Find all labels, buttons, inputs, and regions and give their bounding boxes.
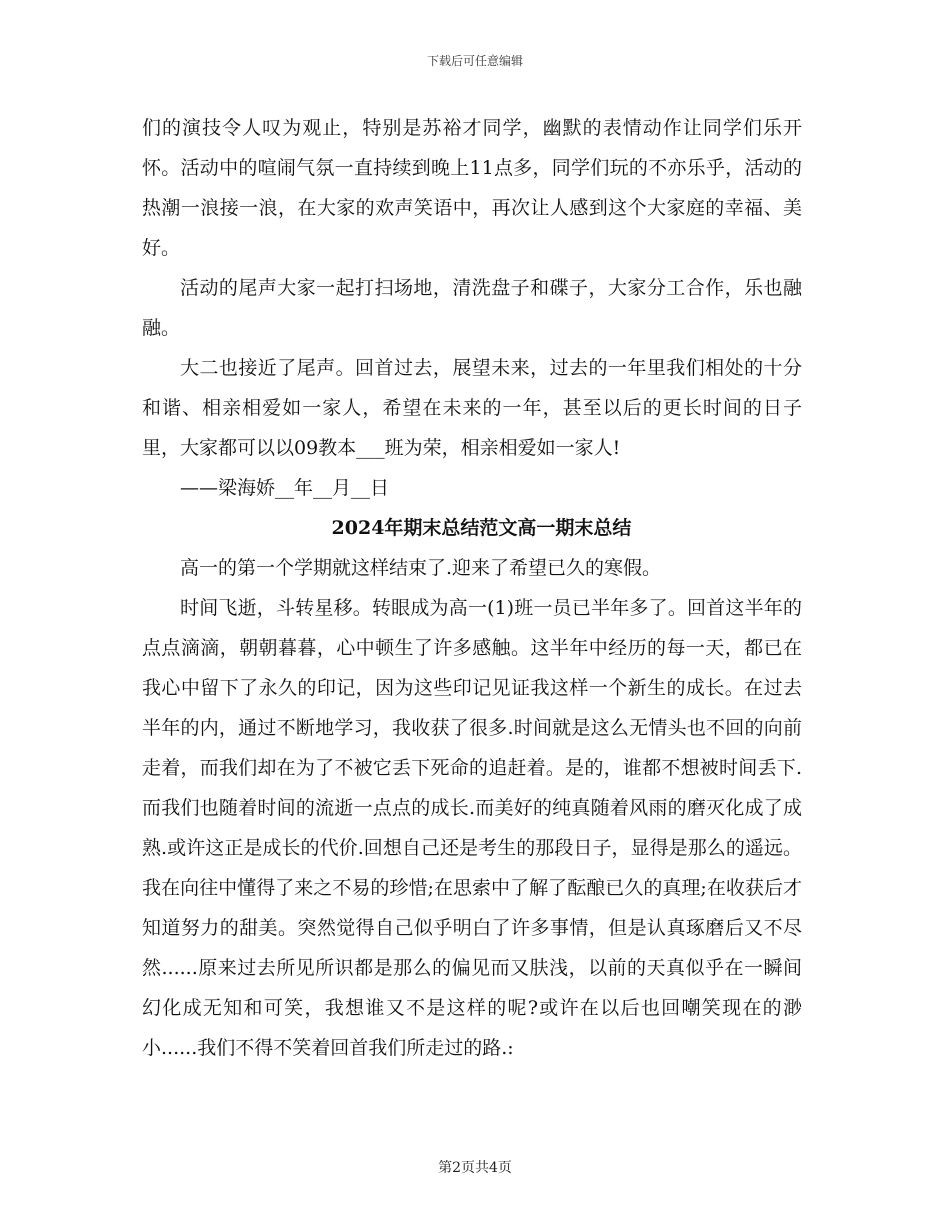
paragraph-cleanup: 活动的尾声大家一起打扫场地，清洗盘子和碟子，大家分工合作，乐也融融。: [142, 277, 802, 339]
paragraph-conclusion: 大二也接近了尾声。回首过去，展望未来，过去的一年里我们相处的十分和谐、相亲相爱如一家人，希望在未来的一年，甚至以后的更长时间的日子里，大家都可以以09教本___班为荣，相亲相爱如一家人!: [142, 357, 802, 459]
signature-line: ——梁海娇__年__月__日: [180, 477, 390, 499]
paragraph-continuation: 们的演技令人叹为观止，特别是苏裕才同学，幽默的表情动作让同学们乐开怀。活动中的喧闹气氛一直持续到晚上11点多，同学们玩的不亦乐乎，活动的热潮一浪接一浪，在大家的欢声笑语中，再次让人感到这个大家庭的幸福、美好。: [142, 117, 802, 259]
section-paragraph-intro: 高一的第一个学期就这样结束了.迎来了希望已久的寒假。: [180, 557, 662, 579]
section-title: 2024年期末总结范文高一期末总结: [331, 517, 632, 539]
page-header: 下载后可任意编辑: [426, 54, 523, 68]
page-footer: 第2页共4页: [438, 1160, 512, 1176]
section-paragraph-body: 时间飞逝，斗转星移。转眼成为高一(1)班一员已半年多了。回首这半年的点点滴滴，朝朝暮暮，心中顿生了许多感触。这半年中经历的每一天，都已在我心中留下了永久的印记，因为这些印记见证我这样一个新生的成长。在过去半年的内，通过不断地学习，我收获了很多.时间就是这么无情头也不回的向前走着，而我们却在为了不被它丢下死命的追赶着。是的，谁都不想被时间丢下.而我们也随着时间的流逝一点点的成长.而美好的纯真随着风雨的磨灭化成了成熟.或许这正是成长的代价.回想自己还是考生的那段日子，显得是那么的遥远。我在向往中懂得了来之不易的珍惜;在思索中了解了酝酿已久的真理;在收获后才知道努力的甜美。突然觉得自己似乎明白了许多事情，但是认真琢磨后又不尽然......原来过去所见所识都是那么的偏见而又肤浅，以前的天真似乎在一瞬间幻化成无知和可笑，我想谁又不是这样的呢?或许在以后也回嘲笑现在的渺小......我们不得不笑着回首我们所走过的路.:: [142, 597, 802, 1059]
document-body: [142, 108, 802, 1068]
